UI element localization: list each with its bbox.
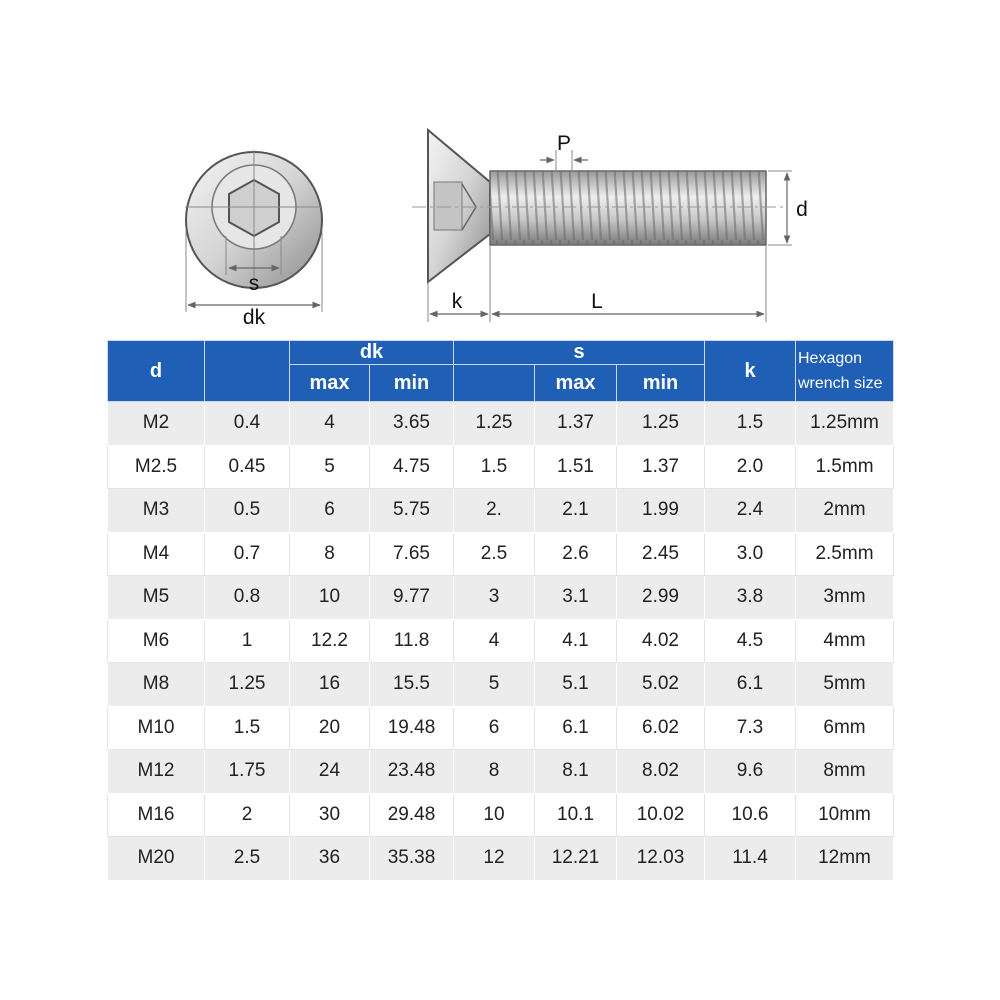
cell-d: M10 [108,706,205,750]
cell-s-min: 5.02 [617,663,705,707]
cell-s-min: 4.02 [617,619,705,663]
cell-s-max: 5.1 [535,663,617,707]
p-label: P [556,132,572,155]
cell-d: M4 [108,532,205,576]
cell-dk-min: 4.75 [370,445,454,489]
cell-k: 7.3 [705,706,796,750]
table-row [108,619,894,663]
table-row [108,750,894,794]
header-hex-line1: Hexagon [798,350,863,367]
cell-dk-min: 29.48 [370,793,454,837]
table-row [108,576,894,620]
cell-s-nominal: 6 [454,706,535,750]
cell-pitch: 0.4 [205,402,290,446]
cell-s-min: 10.02 [617,793,705,837]
cell-k: 2.0 [705,445,796,489]
cell-d: M2.5 [108,445,205,489]
cell-pitch: 1 [205,619,290,663]
cell-wrench-size: 10mm [796,793,894,837]
cell-k: 1.5 [705,402,796,446]
cell-dk-max: 20 [290,706,370,750]
s-label: s [248,272,260,295]
cell-dk-min: 15.5 [370,663,454,707]
cell-d: M8 [108,663,205,707]
cell-d: M16 [108,793,205,837]
cell-wrench-size: 6mm [796,706,894,750]
cell-s-min: 1.25 [617,402,705,446]
cell-s-nominal: 8 [454,750,535,794]
table-row [108,532,894,576]
cell-dk-min: 5.75 [370,489,454,533]
cell-pitch: 1.75 [205,750,290,794]
cell-d: M6 [108,619,205,663]
cell-dk-min: 3.65 [370,402,454,446]
d-label: d [796,198,808,221]
table-row [108,837,894,881]
cell-k: 9.6 [705,750,796,794]
table-row [108,402,894,446]
cell-wrench-size: 12mm [796,837,894,881]
cell-s-max: 1.51 [535,445,617,489]
cell-s-min: 6.02 [617,706,705,750]
cell-wrench-size: 1.25mm [796,402,894,446]
cell-s-nominal: 1.25 [454,402,535,446]
cell-dk-max: 16 [290,663,370,707]
cell-dk-min: 11.8 [370,619,454,663]
cell-d: M2 [108,402,205,446]
cell-pitch: 0.8 [205,576,290,620]
screw-top-view [185,150,322,329]
header-s: s [454,341,705,365]
cell-pitch: 1.5 [205,706,290,750]
cell-wrench-size: 5mm [796,663,894,707]
cell-dk-max: 6 [290,489,370,533]
header-s-max: max [535,365,617,402]
table-row [108,445,894,489]
header-s-blank [454,365,535,402]
cell-k: 4.5 [705,619,796,663]
cell-s-nominal: 3 [454,576,535,620]
cell-pitch: 1.25 [205,663,290,707]
cell-s-max: 10.1 [535,793,617,837]
table-body [108,402,894,881]
header-k: k [705,341,796,402]
cell-dk-max: 10 [290,576,370,620]
cell-k: 6.1 [705,663,796,707]
cell-s-min: 1.99 [617,489,705,533]
cell-s-max: 3.1 [535,576,617,620]
header-d: d [108,341,205,402]
cell-s-nominal: 10 [454,793,535,837]
cell-s-min: 1.37 [617,445,705,489]
cell-pitch: 0.7 [205,532,290,576]
cell-dk-min: 19.48 [370,706,454,750]
table-header [108,341,894,402]
cell-s-max: 12.21 [535,837,617,881]
cell-dk-min: 9.77 [370,576,454,620]
cell-s-nominal: 1.5 [454,445,535,489]
cell-s-nominal: 4 [454,619,535,663]
table-row [108,489,894,533]
table-row [108,663,894,707]
cell-s-nominal: 2.5 [454,532,535,576]
cell-s-min: 8.02 [617,750,705,794]
cell-wrench-size: 2mm [796,489,894,533]
cell-k: 10.6 [705,793,796,837]
cell-s-max: 8.1 [535,750,617,794]
cell-d: M12 [108,750,205,794]
cell-s-max: 2.6 [535,532,617,576]
cell-d: M3 [108,489,205,533]
l-label: L [591,290,603,313]
cell-k: 11.4 [705,837,796,881]
cell-s-min: 12.03 [617,837,705,881]
cell-dk-max: 24 [290,750,370,794]
cell-s-nominal: 12 [454,837,535,881]
cell-dk-min: 23.48 [370,750,454,794]
k-label: k [451,290,463,313]
header-dk-min: min [370,365,454,402]
cell-dk-max: 4 [290,402,370,446]
header-hex-line2: wrench size [798,375,883,392]
cell-d: M5 [108,576,205,620]
header-dk-max: max [290,365,370,402]
cell-pitch: 0.5 [205,489,290,533]
cell-dk-max: 5 [290,445,370,489]
dk-label: dk [242,306,266,329]
cell-k: 3.8 [705,576,796,620]
hex-socket-recess [434,182,462,230]
cell-pitch: 2 [205,793,290,837]
cell-s-max: 6.1 [535,706,617,750]
cell-k: 3.0 [705,532,796,576]
cell-k: 2.4 [705,489,796,533]
cell-s-max: 4.1 [535,619,617,663]
cell-wrench-size: 3mm [796,576,894,620]
specification-table [107,340,894,881]
cell-s-min: 2.99 [617,576,705,620]
header-dk: dk [290,341,454,365]
cell-dk-min: 35.38 [370,837,454,881]
cell-dk-max: 36 [290,837,370,881]
cell-pitch: 2.5 [205,837,290,881]
cell-wrench-size: 2.5mm [796,532,894,576]
cell-s-min: 2.45 [617,532,705,576]
cell-s-nominal: 2. [454,489,535,533]
cell-d: M20 [108,837,205,881]
cell-s-max: 1.37 [535,402,617,446]
cell-s-max: 2.1 [535,489,617,533]
screw-dimension-diagram [0,0,1000,340]
cell-dk-max: 12.2 [290,619,370,663]
cell-dk-max: 30 [290,793,370,837]
cell-wrench-size: 4mm [796,619,894,663]
table-row [108,706,894,750]
header-pitch [205,341,290,402]
header-s-min: min [617,365,705,402]
cell-wrench-size: 8mm [796,750,894,794]
cell-dk-max: 8 [290,532,370,576]
cell-s-nominal: 5 [454,663,535,707]
table-row [108,793,894,837]
cell-pitch: 0.45 [205,445,290,489]
cell-dk-min: 7.65 [370,532,454,576]
cell-wrench-size: 1.5mm [796,445,894,489]
header-hexagon-wrench-size [796,341,894,402]
screw-side-view [412,130,808,322]
